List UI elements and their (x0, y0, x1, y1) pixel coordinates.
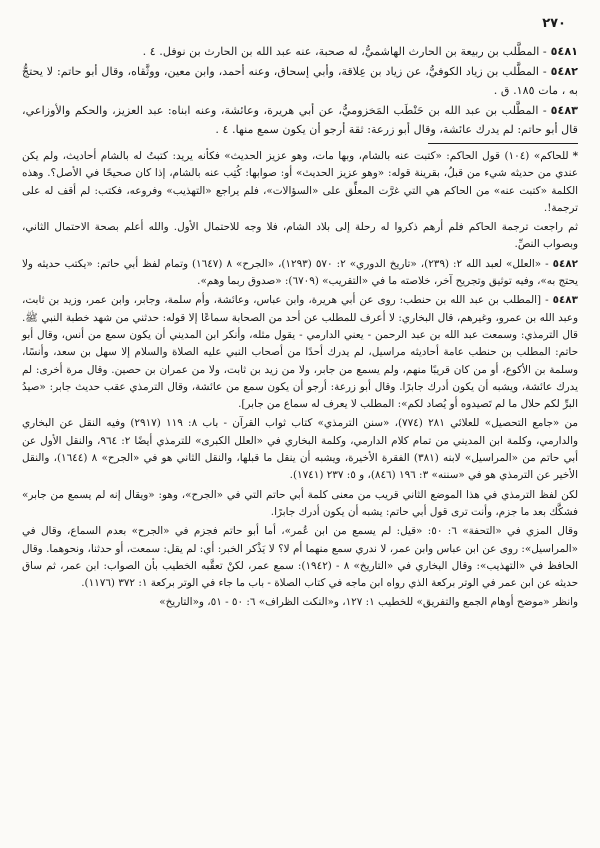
entry-number: ٥٤٨٣ (550, 104, 578, 117)
footnote-text: ثم راجعت ترجمة الحاكم فلم أرهم ذكروا له رحلة إلى بلاد الشام، فلا وجه للاحتمال الأول. والله أعلم بصحة الاحتمال الثاني، وبصواب النصِّ. (22, 221, 578, 251)
footnote-5483-paragraph (22, 415, 578, 484)
footnote-text: لكن لفظ الترمذي في هذا الموضع الثاني قريب من معنى كلمة أبي حاتم التي في «الجرح»، وهو: «ويقال إنه لم يسمع من جابر» فشكَّك بعد ما جزم، وأنت ترى قول أبي حاتم: يشبه أن يكون أدرك جابرًا. (22, 488, 578, 518)
footnote-text: وانظر «موضح أوهام الجمع والتفريق» للخطيب ١: ١٢٧، و«النكت الظراف» ٦: ٥٠ - ٥١، و«التاريخ» (159, 596, 578, 609)
entry-text: - المطَّلب بن عبد الله بن حَنْطَب المَخزوميُّ، عن أبي هريرة، وعائشة، وعنه ابناه: عبد العزيز، والحكم والأوزاعي، قال أبو حاتم: لم يدرك عائشة، وقال أبو زرعة: ثقة أرجو أن يكون سمع منها. ٤ . (22, 104, 578, 136)
entry-number: ٥٤٨٢ (550, 65, 578, 78)
footnote-5483-paragraph (22, 594, 578, 611)
entry-number: ٥٤٨١ (550, 45, 578, 58)
main-text (22, 42, 578, 139)
entry-5483 (22, 101, 578, 139)
footnotes (22, 148, 578, 612)
footnote-star (22, 148, 578, 217)
entry-text: - المطَّلب بن زياد الكوفيُّ، عن زياد بن عِلاقة، وأبي إسحاق، وعنه أحمد، وابن معين، ووثَّقاه، وقال أبو حاتم: لا يحتجُّ به ، مات ١٨٥. ق . (22, 65, 578, 97)
footnote-5483 (22, 292, 578, 413)
footnote-text: - «العلل» لعبد الله ٢: (٢٣٩)، «تاريخ الدوري» ٢: ٥٧٠ (١٢٩٣)، «الجرح» ٨ (١٦٤٧) وتمام لفظ أبي حاتم: «يكتب حديثه ولا يحتج به»، وفيه توثيق وتجريح آخر، خلاصته ما في «التقريب» (٦٧٠٩): «صدوق ربما وهم». (22, 257, 578, 288)
entry-text: - المطَّلب بن ربيعة بن الحارث الهاشميُّ، له صحبة، عنه عبد الله بن الحارث بن نوفل. ٤ . (142, 45, 547, 58)
entry-5482 (22, 62, 578, 100)
footnote-separator (428, 143, 578, 144)
footnote-5482 (22, 256, 578, 291)
page-number: ٢٧٠ (542, 16, 566, 31)
footnote-text: من «جامع التحصيل» للعلائي ٢٨١ (٧٧٤)، «سنن الترمذي» كتاب ثواب القرآن - باب ٨: ١١٩ (٢٩١٧) وفيه النقل عن البخاري والدارمي، وكلمة ابن المديني من تمام كلام الدارمي، وكلمة البخاري في «العلل الكبرى» للترمذي أيضًا ٢: ٩٦٤، والنقل الأول عن أبي حاتم من «المراسيل» لابنه (٣٨١) الفقرة الأخيرة، ويشبه أن ينقل ما قبلها، والنقل الثاني هو في «الجرح» ٨ (١٦٤٤)، والنقل الأخير عن الترمذي هو في «سننه» ٣: ١٩٦ (٨٤٦)، و ٥: ٢٣٧ (١٧٤١). (22, 417, 579, 482)
footnote-5483-paragraph (22, 523, 578, 592)
footnote-star-continued (22, 219, 578, 254)
footnote-text: للحاكم» (١٠٤) قول الحاكم: «كتبت عنه بالشام، وبها مات، وهو عزيز الحديث» فكأنه يريد: كتبتُ له بالشام أحاديث، ولم يكن عندي من حديثه شيء من قبلُ، بقرينة قوله: «وهو عزيز الحديث» أو: صوابها: كُتِب عنه بالشام، إذا كان صحيحًا في الأصل؟. وهذه الكلمة «كتبت عنه» من الحاكم هي التي غرَّت المعلِّق على «السؤالات»، فلم يراجع «التهذيب» وفروعه، فكتب: لم أقف له على ترجمة!. (22, 150, 578, 214)
footnote-number: ٥٤٨٣ (552, 294, 578, 307)
footnote-text: - [المطلب بن عبد الله بن حنطب: روى عن أبي هريرة، وابن عباس، وعائشة، وأم سلمة، وجابر، وابن عمر، وزيد بن ثابت، وعبد الله بن عمرو، وغيرهم، قال البخاري: لا أعرف للمطلب عن أحد من الصحابة سماعًا إلا قوله: حدثني من شهد خطبة النبي ﷺ. قال الترمذي: وسمعت عبد الله بن عبد الرحمن - يعني الدارمي - يقول مثله، وأنكر ابن المديني أن يكون سمع من أنس، وقال أبو حاتم: المطلب بن حنطب عامة أحاديثه مراسيل، لم يدرك أحدًا من أصحاب النبي عليه الصلاة والسلام إلا سهل بن سعد، وأنسًا، وسلمة بن الأكوع، أو من كان قريبًا منهم، ولم يسمع من جابر، ولا من زيد بن ثابت، ولا من عمران بن حصين. وقال مرة أخرى: لم يدرك عائشة، ويشبه أن يكون أدرك جابرًا. وقال أبو زرعة: أرجو أن يكون سمع من عائشة، وقال الترمذي عقب حديث جابر: «صيدُ البرِّ لكم حلال ما لم تَصيدوه أو يُصاد لكم»: المطلب لا يعرف له سماع من جابر]. (22, 294, 578, 411)
footnote-marker: * (572, 150, 578, 162)
entry-5481 (22, 42, 578, 61)
footnote-number: ٥٤٨٢ (552, 257, 579, 270)
footnote-5483-paragraph (22, 487, 578, 522)
footnote-text: وقال المزي في «التحفة» ٦: ٥٠: «قيل: لم يسمع من ابن عُمر»، أما أبو حاتم فجزم في «الجرح» بعدم السماع، وقال في «المراسيل»: روى عن ابن عباس وابن عمر، لا ندري سمع منهما أم لا؟ لا يَذْكر الخبر: أي: لم يقل: سمعت، أو حدثنا، ونحوهما. وقال الحافظ في «التهذيب»: وقال البخاري في «التاريخ» ٨ - (١٩٤٢): سمع عمر، لكنْ تعقَّبه الخطيب بأن الصواب: ابن عمر، ثم ساق حديثه عن ابن عمر في الوتر بركعة الذي رواه ابن ماجه في كتاب الصلاة - باب ما جاء في الوتر بركعة ١: ٣٧٢ (١١٧٦). (22, 525, 579, 590)
